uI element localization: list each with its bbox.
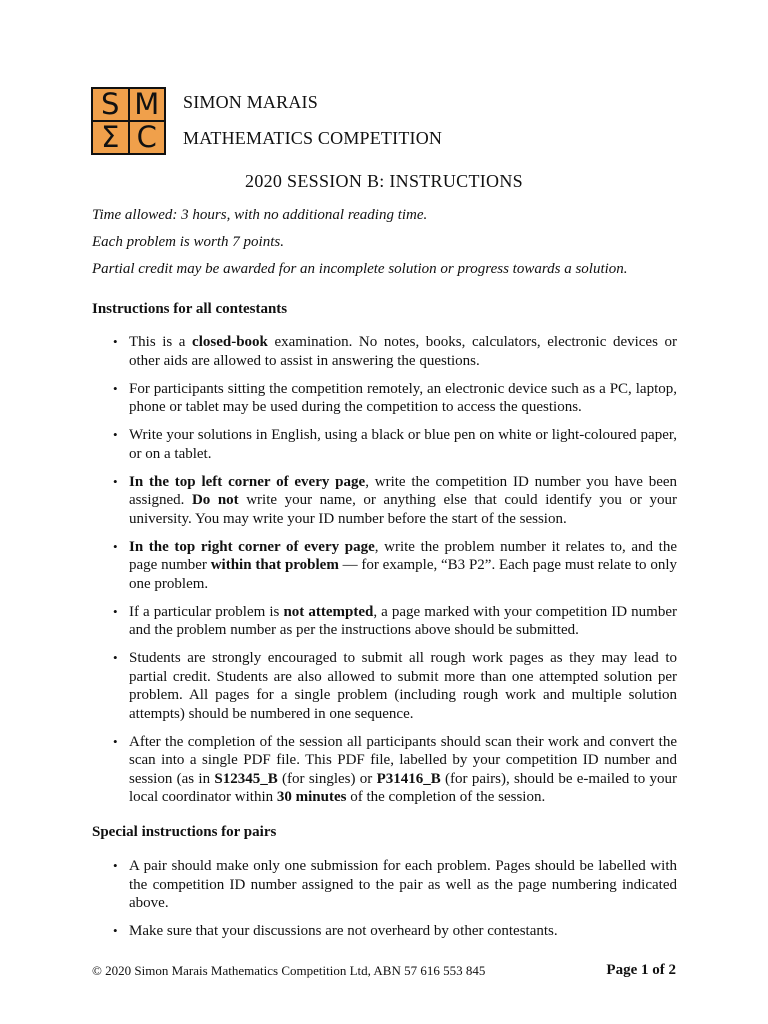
item-text: , a page marked with your competition ID number and the problem number as per the instructions above should be submitted.: [129, 603, 678, 638]
list-item: [92, 733, 677, 807]
emphasis-text: In the top right corner of every page: [129, 538, 375, 555]
page-number: Page 1 of 2: [606, 962, 676, 978]
item-text: , write the competition ID number you have been assigned.: [129, 473, 678, 508]
bullet-icon: •: [113, 427, 118, 442]
logo-letter-c: C: [130, 122, 165, 153]
logo-letter-m: M: [130, 89, 165, 120]
list-item: [92, 426, 677, 463]
bullet-icon: •: [113, 858, 118, 873]
item-text: This is a: [129, 334, 193, 350]
time-allowed: Time allowed: 3 hours, with no additional reading time.: [92, 207, 428, 223]
item-text: (for singles) or: [277, 770, 377, 787]
list-item: [92, 922, 677, 941]
bullet-icon: •: [113, 334, 118, 349]
emphasis-text: P31416_B: [376, 770, 441, 787]
bullet-icon: •: [113, 650, 118, 665]
org-name-line2: MATHEMATICS COMPETITION: [183, 128, 443, 148]
item-text: of the completion of the session.: [346, 789, 546, 805]
org-name-line1: SIMON MARAIS: [183, 92, 318, 112]
item-text: A pair should make only one submission for each problem. Pages should be labelled with the competition ID number assigned to the pair as well as the page numbering indicated above.: [129, 858, 677, 911]
item-text: For participants sitting the competition remotely, an electronic device such as a PC, laptop, phone or tablet may be used during the competition to access the questions.: [129, 380, 677, 415]
instructions-all-list: [92, 333, 677, 816]
item-text: After the completion of the session all participants should scan their work and convert the scan into a single PDF file. This PDF file, labelled by your competition ID number and session (as in: [129, 733, 677, 787]
logo-letter-s: S: [93, 89, 128, 120]
logo-letter-sigma: Σ: [93, 122, 128, 153]
item-text: , write the problem number it relates to, and the page number: [129, 538, 677, 573]
copyright-text: © 2020 Simon Marais Mathematics Competition Ltd, ABN 57 616 553 845: [92, 963, 486, 978]
item-text: — for example, “B3 P2”. Each page must relate to only one problem.: [129, 557, 677, 592]
item-text: examination. No notes, books, calculators, electronic devices or other aids are allowed to assist in answering the questions.: [129, 334, 677, 369]
list-item: [92, 857, 677, 913]
partial-credit-note: Partial credit may be awarded for an incomplete solution or progress towards a solution.: [92, 261, 628, 277]
item-text: (for pairs), should be e-mailed to your local coordinator within: [129, 770, 677, 805]
section-title-all: Instructions for all contestants: [92, 301, 288, 317]
bullet-icon: •: [113, 380, 118, 396]
emphasis-text: In the top left corner of every page: [129, 473, 366, 490]
list-item: [92, 380, 677, 417]
list-item: [92, 538, 677, 594]
item-text: Write your solutions in English, using a black or blue pen on white or light-coloured paper, or on a tablet.: [129, 427, 677, 462]
emphasis-text: Do not: [191, 492, 239, 508]
bullet-icon: •: [113, 603, 118, 619]
emphasis-text: not attempted: [283, 603, 374, 620]
page-title: [0, 171, 768, 192]
smmc-logo: [91, 87, 166, 155]
instructions-pairs-list: [92, 857, 677, 950]
section-title-pairs: Special instructions for pairs: [92, 824, 277, 840]
emphasis-text: 30 minutes: [276, 789, 347, 805]
item-text: If a particular problem is: [129, 603, 284, 620]
list-item: [92, 473, 677, 529]
item-text: Make sure that your discussions are not overheard by other contestants.: [129, 923, 558, 939]
bullet-icon: •: [113, 538, 118, 554]
bullet-icon: •: [113, 923, 118, 938]
page-title-text: 2020 SESSION B: INSTRUCTIONS: [245, 171, 523, 191]
item-text: Students are strongly encouraged to submit all rough work pages as they may lead to partial credit. Students are also allowed to submit more than one attempted solution per problem. All pages for a single problem (including rough work and multiple solution attempts) should be numbered in one sequence.: [129, 650, 677, 722]
list-item: [92, 333, 677, 370]
points-note: Each problem is worth 7 points.: [92, 234, 284, 250]
emphasis-text: closed-book: [192, 334, 268, 350]
bullet-icon: •: [113, 733, 118, 749]
list-item: [92, 649, 677, 723]
bullet-icon: •: [113, 473, 118, 489]
item-text: write your name, or anything else that could identify you or your university. You may write your ID number before the start of the session.: [129, 492, 677, 527]
list-item: [92, 603, 677, 640]
emphasis-text: within that problem: [210, 557, 339, 573]
footer-copyright: [92, 963, 485, 979]
emphasis-text: S12345_B: [214, 770, 278, 787]
